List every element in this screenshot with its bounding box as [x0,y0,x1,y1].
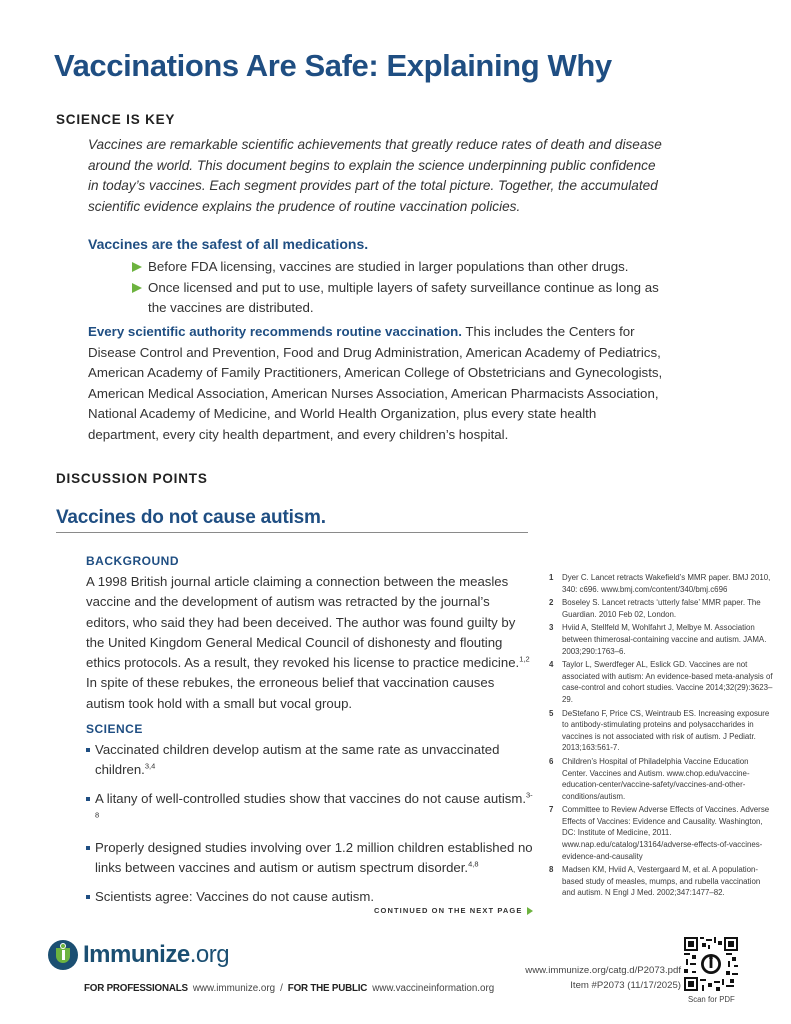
footer-links [84,983,494,994]
qr-code-icon[interactable] [684,937,738,991]
triangle-bullet-icon [132,262,142,272]
reference-item: 1 Dyer C. Lancet retracts Wakefield’s MMR paper. BMJ 2010, 340: c696. www.bmj.com/content/340/bmj.c696 [549,573,771,594]
section-heading-science-is-key: SCIENCE IS KEY [56,112,176,127]
citation: 3-8 [95,790,533,820]
triangle-bullet-icon [132,283,142,293]
safest-heading: Vaccines are the safest of all medications. [88,236,369,252]
reference-item: 5 DeStefano F, Price CS, Weintraub ES. Increasing exposure to antibody-stimulating proteins and polysaccharides in vaccines is not associated with risk of autism. J Pediatr. 2013;163:561-7. [549,708,770,753]
topic-heading: Vaccines do not cause autism. [56,507,326,528]
public-url-link[interactable]: www.vaccineinformation.org [372,983,495,994]
qr-label: Scan for PDF [688,995,735,1004]
citation: 1,2 [519,654,530,664]
citation: 3,4 [144,761,156,771]
authority-lead: Every scientific authority recommends routine vaccination. [88,324,462,339]
square-bullet-icon [86,748,90,752]
page-title: Vaccinations Are Safe: Explaining Why [54,48,612,83]
reference-item: 7 Committee to Review Adverse Effects of Vaccines. Adverse Effects of Vaccines: Evidence and Causality. Washington, DC: Institute of Medicine, 2011. www.nap.edu/catalog/13164/adverse-effects-of-vaccines-evidence-and-causality [549,805,770,861]
section-heading-discussion-points: DISCUSSION POINTS [56,471,208,486]
pro-url-link[interactable]: www.immunize.org [192,983,276,994]
footer-document-info [525,963,681,993]
divider [56,532,528,533]
pdf-url-link[interactable]: www.immunize.org/catg.d/P2073.pdf [525,965,681,976]
reference-item: 8 Madsen KM, Hviid A, Vestergaard M, et al. A population-based study of measles, mumps, and rubella vaccination and autism. N Engl J Med. 2002;347:1477–82. [549,865,761,898]
intro-paragraph: Vaccines are remarkable scientific achievements that greatly reduce rates of death and disease around the world. This document begins to explain the science underpinning public confidence in today’s vaccines. Each segment provides part of the total picture. Together, the accumulated scientific evidence explains the prudence of routine vaccination policies. [88,137,662,214]
list-item: Scientists agree: Vaccines do not cause autism. [86,887,536,907]
immunize-shield-icon [48,940,78,970]
list-item: Before FDA licensing, vaccines are studied in larger populations than other drugs. [132,257,662,278]
authority-paragraph [88,322,668,445]
science-list [86,740,536,916]
item-number: Item #P2073 (11/17/2025) [570,980,681,991]
public-label: FOR THE PUBLIC [287,983,368,994]
reference-item: 3 Hviid A, Stellfeld M, Wohlfahrt J, Melbye M. Association between thimerosal-containing vaccine and autism. JAMA. 2003;290:1763–6. [549,623,767,656]
reference-item: 6 Children’s Hospital of Philadelphia Vaccine Education Center. Vaccines and Autism. www.chop.edu/vaccine-education-center/vaccine-safety/vaccines-and-other-conditions/autism. [549,756,750,801]
science-heading: SCIENCE [86,722,143,736]
reference-item: 2 Boseley S. Lancet retracts ‘utterly false’ MMR paper. The Guardian. 2010 Feb 02, London. [549,598,761,619]
arrow-right-icon [527,907,533,915]
continued-notice: CONTINUED ON THE NEXT PAGE [374,906,533,915]
list-item: A litany of well-controlled studies show that vaccines do not cause autism.$^{3-8}$ [86,789,536,829]
background-heading: BACKGROUND [86,554,179,568]
authority-text: This includes the Centers for Disease Control and Prevention, Food and Drug Administration, American Academy of Pediatrics, American Academy of Family Practitioners, American College of Obstetricians and Gynecologists, American Medical Association, American Nurses Association, American Pharmacists Association, National Academy of Medicine, and World Health Organization, plus every state health department, every city health department, and every children’s hospital. [88,324,663,442]
logo-text: Immunize.org [83,941,230,968]
square-bullet-icon [86,895,90,899]
references-list [549,572,774,901]
list-item: Properly designed studies involving over 1.2 million children established no links between vaccines and autism or autism spectrum disorder.$^{4,8}$ [86,838,536,878]
square-bullet-icon [86,797,90,801]
reference-item: 4 Taylor L, Swerdfeger AL, Eslick GD. Vaccines are not associated with autism: An evidence-based meta-analysis of case-control and cohort studies. Vaccine 2014;32(29):3623–29. [549,660,773,704]
safest-list [132,257,662,319]
list-item: Once licensed and put to use, multiple layers of safety surveillance continue as long as the vaccines are distributed. [132,278,662,319]
list-item: Vaccinated children develop autism at the same rate as unvaccinated children.$^{3,4}$ [86,740,536,780]
background-paragraph: A 1998 British journal article claiming a connection between the measles vaccine and the development of autism was retracted by the journal’s editors, who said they had been deceived. The author was found guilty by the United Kingdom General Medical Council of dishonesty and flouting ethics protocols. As a result, they revoked his license to practice medicine.$^{1,2}$ In spite of these rebukes, the erroneous belief that vaccination causes autism took hold with a small but vocal group. [86,574,530,711]
immunize-logo[interactable] [48,940,229,970]
citation: 4,8 [468,859,479,869]
separator: / [280,983,283,994]
square-bullet-icon [86,846,90,850]
pro-label: FOR PROFESSIONALS [84,983,188,994]
